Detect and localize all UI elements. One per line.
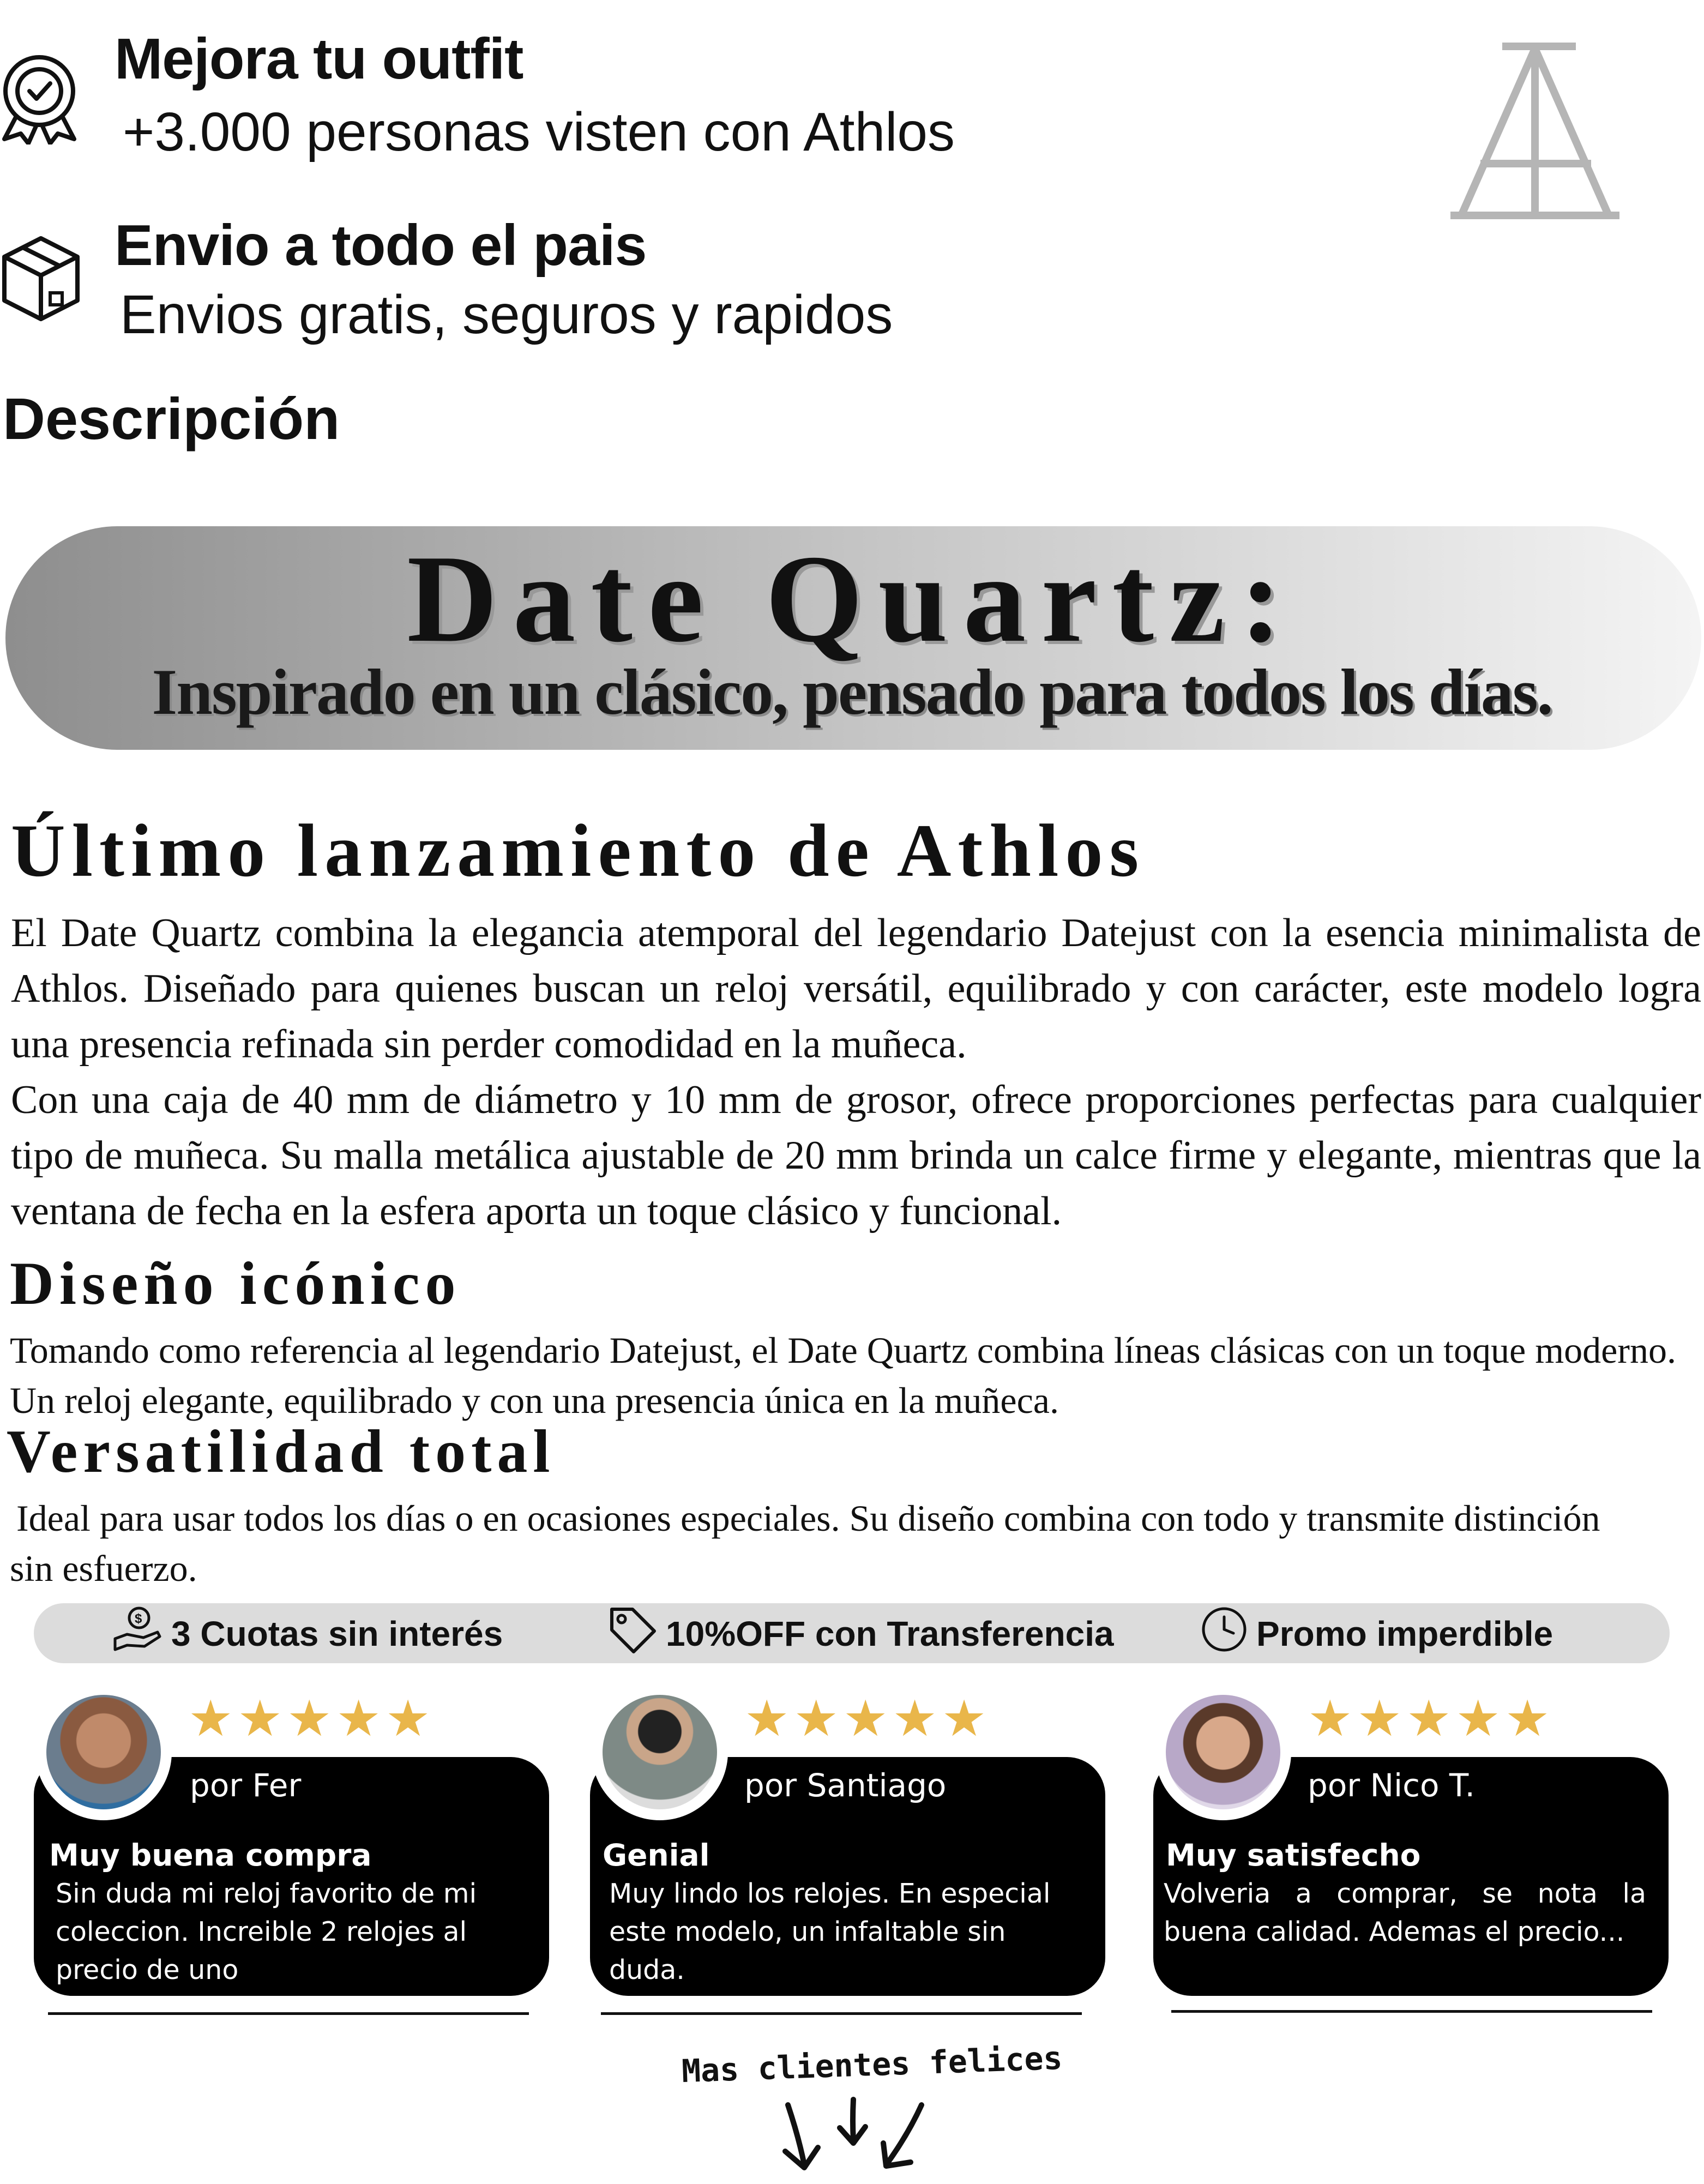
rating-stars: ★★★★★ — [188, 1691, 435, 1747]
rating-stars: ★★★★★ — [1308, 1691, 1555, 1747]
launch-heading: Último lanzamiento de Athlos — [11, 809, 1146, 892]
avatar — [46, 1695, 161, 1809]
launch-paragraph-2: Con una caja de 40 mm de diámetro y 10 mm de grosor, ofrece proporciones perfectas para cualquier tipo de muñeca. Su malla metálica ajustable de 20 mm brinda un calce firme y elegante, mientras que la ventana de fecha en la esfera aporta un toque clásico y funcional. — [11, 1078, 1701, 1234]
avatar — [1166, 1695, 1280, 1809]
divider — [1171, 2010, 1652, 2013]
review-text: Volveria a comprar, se nota la buena calidad. Ademas el precio... — [1164, 1878, 1646, 1947]
feature-title: Mejora tu outfit — [115, 27, 523, 91]
review-author: por Santiago — [744, 1767, 947, 1804]
hand-money-icon — [112, 1605, 164, 1662]
benefit-promo — [1200, 1608, 1553, 1659]
divider — [48, 2012, 529, 2015]
design-heading: Diseño icónico — [10, 1250, 461, 1317]
divider — [601, 2012, 1082, 2015]
versatility-heading: Versatilidad total — [7, 1418, 556, 1485]
feature-title: Envio a todo el pais — [115, 213, 647, 278]
benefit-label: 3 Cuotas sin interés — [171, 1614, 503, 1653]
review-text: Sin duda mi reloj favorito de mi coleccion. Increible 2 relojes al precio de uno — [56, 1878, 477, 1986]
clock-icon — [1200, 1605, 1249, 1662]
review-title: Genial — [603, 1838, 710, 1873]
benefit-label: Promo imperdible — [1256, 1614, 1554, 1653]
avatar — [603, 1695, 717, 1809]
feature-subtitle: +3.000 personas visten con Athlos — [123, 101, 955, 163]
review-title: Muy satisfecho — [1166, 1838, 1421, 1873]
benefit-transfer — [606, 1608, 1114, 1659]
hero-title: Date Quartz: — [407, 529, 1297, 668]
hero-subtitle: Inspirado en un clásico, pensado para todos los días. — [152, 655, 1552, 728]
more-clients-label[interactable]: Mas clientes felices — [681, 2039, 1063, 2090]
design-text: Tomando como referencia al legendario Datejust, el Date Quartz combina líneas clásicas con un toque moderno. Un reloj elegante, equilibrado y con una presencia única en la muñeca. — [10, 1329, 1676, 1421]
svg-text:$: $ — [135, 1611, 142, 1626]
price-tag-icon — [606, 1604, 658, 1664]
athlos-logo — [1450, 41, 1619, 221]
rating-stars: ★★★★★ — [744, 1691, 991, 1747]
review-author: por Fer — [190, 1767, 302, 1804]
feature-subtitle: Envios gratis, seguros y rapidos — [120, 284, 893, 345]
versatility-text: Ideal para usar todos los días o en ocasiones especiales. Su diseño combina con todo y transmite distinción sin esfuerzo. — [10, 1497, 1600, 1589]
package-box-icon — [0, 232, 82, 324]
review-author: por Nico T. — [1308, 1767, 1475, 1804]
review-text: Muy lindo los relojes. En especial este modelo, un infaltable sin duda. — [609, 1878, 1051, 1986]
arrow-down-icon — [777, 2089, 935, 2181]
award-badge-icon — [0, 52, 79, 145]
review-title: Muy buena compra — [49, 1838, 372, 1873]
benefit-installments — [112, 1608, 503, 1659]
launch-paragraph-1: El Date Quartz combina la elegancia atemporal del legendario Datejust con la esencia minimalista de Athlos. Diseñado para quienes buscan un reloj versátil, equilibrado y con carácter, este modelo logra una presencia refinada sin perder comodidad en la muñeca. — [11, 911, 1701, 1067]
section-title: Descripción — [3, 386, 340, 452]
benefit-label: 10%OFF con Transferencia — [666, 1614, 1114, 1653]
